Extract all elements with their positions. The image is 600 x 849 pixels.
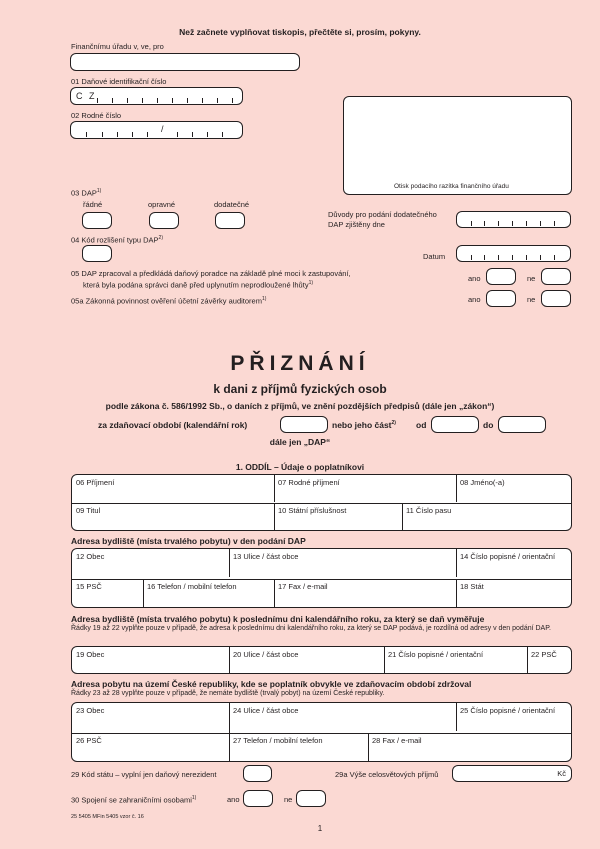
tax-office-field[interactable] (70, 53, 300, 71)
foreign-relations-no-box[interactable] (296, 790, 326, 807)
address1-phone-label: 16 Telefon / mobilní telefon (147, 582, 237, 591)
auditor-label: 05a Zákonná povinnost ověření účetní závěrky auditorem$^{1)}$ (71, 296, 267, 306)
option-supplementary-label: dodatečné (214, 200, 250, 209)
subtitle: k dani z příjmů fyzických osob (213, 382, 387, 396)
reasons-label-1: Důvody pro podání dodatečného (328, 210, 437, 219)
tax-office-label: Finančnímu úřadu v, ve, pro (71, 42, 164, 51)
address1-country-label: 18 Stát (460, 582, 484, 591)
tax-advisor-label-1: 05 DAP zpracoval a předkládá daňový poradce na základě plné moci k zastupování, (71, 269, 351, 278)
address2-number-field[interactable] (384, 647, 527, 674)
address1-heading: Adresa bydliště (místa trvalého pobytu) v den podání DAP (71, 536, 306, 546)
title-field[interactable] (72, 503, 274, 531)
address3-grid (71, 702, 572, 762)
dic-prefix: C Z (76, 91, 97, 101)
worldwide-income-field[interactable] (452, 765, 572, 782)
worldwide-income-label: 29a Výše celosvětových příjmů (335, 770, 439, 779)
stamp-box (343, 96, 572, 195)
country-code-label: 29 Kód státu – vyplní jen daňový nerezident (71, 770, 217, 779)
main-title: PŘIZNÁNÍ (230, 352, 370, 375)
option-corrective-box[interactable] (149, 212, 179, 229)
tax-year-field[interactable] (280, 416, 328, 433)
law-text: podle zákona č. 586/1992 Sb., o daních z příjmů, ve znění pozdějších předpisů (dále jen „zákon“) (105, 401, 495, 411)
address3-city-label: 23 Obec (76, 706, 105, 715)
stamp-label: Otisk podacího razítka finančního úřadu (394, 183, 509, 190)
surname-label: 06 Příjmení (76, 478, 115, 487)
birth-number-slash: / (161, 124, 164, 134)
period-label-from: od (416, 420, 427, 430)
auditor-yes-label: ano (468, 295, 481, 304)
form-code: 25 5405 MFin 5405 vzor č. 16 (71, 814, 144, 820)
address2-note: Řádky 19 až 22 vyplňte pouze v případě, že adresa k poslednímu dni kalendářního roku, za který se DAP podává, je rozdílná od adresy v den podání DAP. (71, 625, 551, 632)
option-regular-box[interactable] (82, 212, 112, 229)
birth-surname-field[interactable] (274, 475, 456, 503)
first-name-label: 08 Jméno(-a) (460, 478, 505, 487)
surname-field[interactable] (72, 475, 274, 503)
foreign-relations-label: 30 Spojení se zahraničními osobami$^{1)}$ (71, 795, 197, 805)
date-label: Datum (423, 252, 446, 261)
period-to-field[interactable] (498, 416, 546, 433)
tax-advisor-no-box[interactable] (541, 268, 571, 285)
auditor-yes-box[interactable] (486, 290, 516, 307)
section1-heading: 1. ODDÍL – Údaje o poplatníkovi (235, 462, 365, 472)
tax-advisor-label-2: která byla podána správci daně před uplynutím neprodloužené lhůty$^{1)}$ (83, 280, 314, 290)
period-from-field[interactable] (431, 416, 479, 433)
address3-zip-field[interactable] (72, 733, 229, 762)
reasons-date-field[interactable] (456, 211, 571, 228)
address1-city-field[interactable] (72, 549, 229, 579)
dap-code-label: 04 Kód rozlišení typu DAP$^{2)}$ (71, 235, 163, 245)
instruction-text: Než začnete vyplňovat tiskopis, přečtěte si, prosím, pokyny. (179, 27, 421, 37)
period-label-to: do (483, 420, 494, 430)
birth-surname-label: 07 Rodné příjmení (278, 478, 340, 487)
citizenship-field[interactable] (274, 503, 402, 531)
address2-grid (71, 646, 572, 674)
dap-code-box[interactable] (82, 245, 112, 262)
address1-street-label: 13 Ulice / část obce (233, 552, 299, 561)
page-number: 1 (317, 824, 323, 833)
address1-country-field[interactable] (456, 579, 572, 608)
address1-number-field[interactable] (456, 549, 572, 579)
address2-city-label: 19 Obec (76, 650, 105, 659)
tax-advisor-yes-box[interactable] (486, 268, 516, 285)
address3-street-label: 24 Ulice / část obce (233, 706, 299, 715)
address3-note: Řádky 23 až 28 vyplňte pouze v případě, že nemáte bydliště (trvalý pobyt) na území České republiky. (71, 690, 385, 697)
tax-advisor-no-label: ne (527, 274, 536, 283)
foreign-relations-yes-label: ano (227, 795, 240, 804)
reasons-label-2: DAP zjištěny dne (328, 220, 385, 229)
foreign-relations-no-label: ne (284, 795, 293, 804)
address3-phone-field[interactable] (229, 733, 368, 762)
address3-number-field[interactable] (456, 703, 572, 733)
address3-zip-label: 26 PSČ (76, 736, 102, 745)
address3-email-label: 28 Fax / e-mail (372, 736, 422, 745)
currency-label: Kč (557, 769, 566, 778)
address3-number-label: 25 Číslo popisné / orientační (460, 706, 556, 715)
dap-type-label: 03 DAP$^{1)}$ (71, 188, 102, 198)
birth-number-label: 02 Rodné číslo (71, 111, 122, 120)
auditor-no-box[interactable] (541, 290, 571, 307)
country-code-field[interactable] (243, 765, 272, 782)
address3-email-field[interactable] (368, 733, 572, 762)
address2-zip-field[interactable] (527, 647, 572, 674)
address2-city-field[interactable] (72, 647, 229, 674)
address1-city-label: 12 Obec (76, 552, 105, 561)
address1-phone-field[interactable] (143, 579, 274, 608)
address3-city-field[interactable] (72, 703, 229, 733)
period-label-b: nebo jeho část$^{2)}$ (332, 420, 396, 430)
option-corrective-label: opravné (148, 200, 176, 209)
address1-email-field[interactable] (274, 579, 456, 608)
option-regular-label: řádné (83, 200, 103, 209)
address1-zip-label: 15 PSČ (76, 582, 102, 591)
address3-phone-label: 27 Telefon / mobilní telefon (233, 736, 323, 745)
passport-field[interactable] (402, 503, 572, 531)
period-label-dap: dále jen „DAP“ (269, 437, 331, 447)
taxpayer-grid (71, 474, 572, 531)
dic-field[interactable] (70, 87, 243, 105)
birth-number-field[interactable] (70, 121, 243, 139)
period-label-a: za zdaňovací období (kalendářní rok) (98, 420, 248, 430)
address2-street-field[interactable] (229, 647, 384, 674)
passport-label: 11 Číslo pasu (406, 506, 452, 515)
foreign-relations-yes-box[interactable] (243, 790, 273, 807)
citizenship-label: 10 Státní příslušnost (278, 506, 347, 515)
tax-advisor-yes-label: ano (468, 274, 481, 283)
address1-street-field[interactable] (229, 549, 456, 579)
address2-zip-label: 22 PSČ (531, 650, 557, 659)
address3-street-field[interactable] (229, 703, 456, 733)
address2-street-label: 20 Ulice / část obce (233, 650, 299, 659)
auditor-no-label: ne (527, 295, 536, 304)
title-label: 09 Titul (76, 506, 101, 515)
address1-grid (71, 548, 572, 608)
address1-email-label: 17 Fax / e-mail (278, 582, 328, 591)
address1-number-label: 14 Číslo popisné / orientační (460, 552, 556, 561)
option-supplementary-box[interactable] (215, 212, 245, 229)
date-field[interactable] (456, 245, 571, 262)
dic-label: 01 Daňové identifikační číslo (71, 77, 167, 86)
address2-number-label: 21 Číslo popisné / orientační (388, 650, 484, 659)
address2-heading: Adresa bydliště (místa trvalého pobytu) k poslednímu dni kalendářního roku, za který se daň vyměřuje (71, 614, 485, 624)
address1-zip-field[interactable] (72, 579, 143, 608)
first-name-field[interactable] (456, 475, 572, 503)
address3-heading: Adresa pobytu na území České republiky, kde se poplatník obvykle ve zdaňovacím období zdržoval (71, 679, 472, 689)
